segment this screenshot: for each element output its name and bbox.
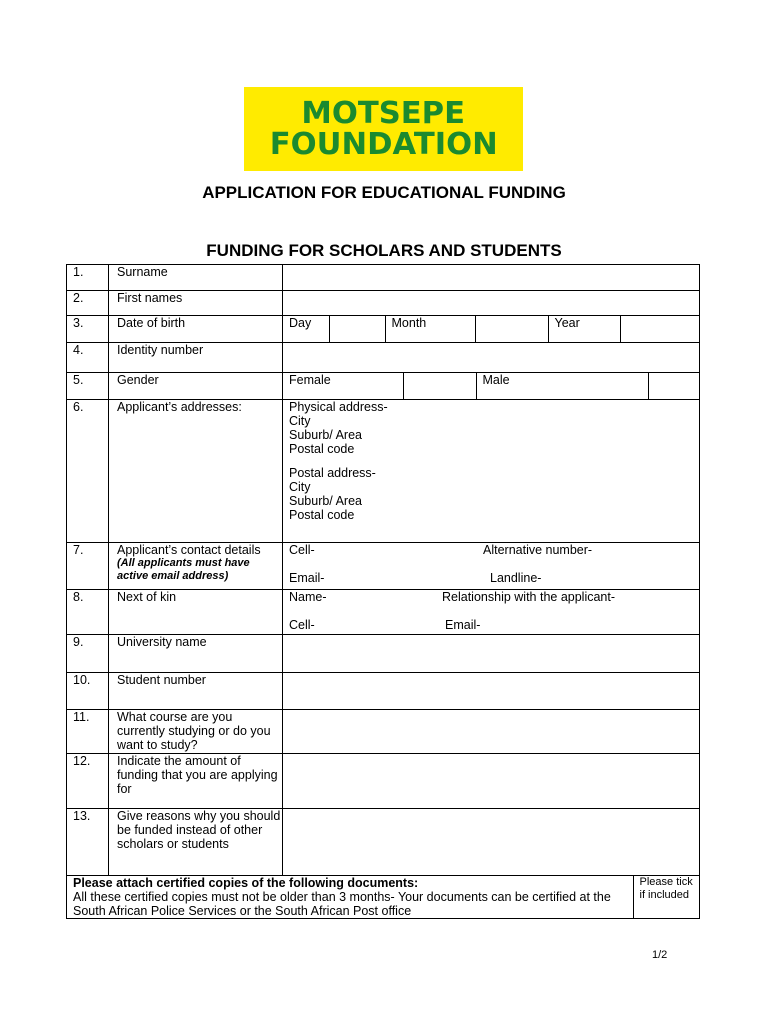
- reasons-input-cell[interactable]: [283, 809, 700, 876]
- field-label: [109, 543, 283, 590]
- day-label: Day: [289, 316, 312, 330]
- email-note: [117, 557, 282, 583]
- row-number: 8.: [67, 590, 109, 635]
- city-label: City: [289, 414, 311, 428]
- application-form-table: [66, 264, 700, 919]
- student-number-input-cell[interactable]: [283, 673, 700, 710]
- field-label: Identity number: [109, 343, 283, 373]
- surname-input-cell[interactable]: [283, 265, 700, 291]
- field-label: Date of birth: [109, 316, 283, 343]
- email-label: Email-: [445, 618, 481, 632]
- page-subtitle: FUNDING FOR SCHOLARS AND STUDENTS: [206, 241, 562, 260]
- suburb-label: Suburb/ Area: [289, 428, 362, 442]
- row-contact-details: [67, 543, 700, 590]
- month-input[interactable]: [475, 316, 548, 342]
- row-funding-amount: [67, 754, 700, 809]
- field-label: Gender: [109, 373, 283, 400]
- attach-text: [67, 876, 633, 918]
- page-number: 1/2: [652, 949, 668, 961]
- postal-code-label: Postal code: [289, 508, 355, 522]
- postal-code-label: Postal code: [289, 442, 355, 456]
- field-label: First names: [109, 291, 283, 316]
- date-of-birth-cell: [283, 316, 700, 343]
- row-student-number: [67, 673, 700, 710]
- year-input[interactable]: [620, 316, 699, 342]
- tick-label: Please tick if included: [633, 876, 699, 918]
- university-name-input-cell[interactable]: [283, 635, 700, 673]
- row-number: 3.: [67, 316, 109, 343]
- row-number: 13.: [67, 809, 109, 876]
- row-next-of-kin: [67, 590, 700, 635]
- male-label: Male: [476, 373, 648, 399]
- field-label: Give reasons why you should be funded instead of other scholars or students: [109, 809, 283, 876]
- motsepe-foundation-logo: [244, 87, 523, 171]
- row-university-name: [67, 635, 700, 673]
- row-attach-documents: [67, 876, 700, 919]
- next-of-kin-cell[interactable]: [283, 590, 700, 635]
- addresses-cell[interactable]: [283, 400, 700, 543]
- row-course: [67, 710, 700, 754]
- gender-cell: [283, 373, 700, 400]
- field-label: Surname: [109, 265, 283, 291]
- field-label: Next of kin: [109, 590, 283, 635]
- row-gender: [67, 373, 700, 400]
- alternative-number-label: Alternative number-: [483, 543, 593, 557]
- note-open-paren: (: [117, 557, 121, 569]
- row-number: 11.: [67, 710, 109, 754]
- name-label: Name-: [289, 590, 327, 604]
- city-label: City: [289, 480, 311, 494]
- relationship-label: Relationship with the applicant-: [442, 590, 616, 604]
- logo-line1: MOTSEPE: [301, 96, 466, 131]
- postal-address-label: Postal address-: [289, 466, 376, 480]
- row-number: 7.: [67, 543, 109, 590]
- row-first-names: [67, 291, 700, 316]
- row-reasons: [67, 809, 700, 876]
- row-number: 2.: [67, 291, 109, 316]
- row-addresses: [67, 400, 700, 543]
- contact-details-cell[interactable]: [283, 543, 700, 590]
- row-number: 9.: [67, 635, 109, 673]
- first-names-input-cell[interactable]: [283, 291, 700, 316]
- field-label: University name: [109, 635, 283, 673]
- field-label: What course are you currently studying or do you want to study?: [109, 710, 283, 754]
- email-label: Email-: [289, 571, 325, 585]
- field-label: Student number: [109, 673, 283, 710]
- cell-label: Cell-: [289, 543, 315, 557]
- logo-line2: FOUNDATION: [269, 127, 498, 162]
- note-text: All applicants must have active email address): [117, 557, 250, 582]
- landline-label: Landline-: [490, 571, 542, 585]
- physical-address-label: Physical address-: [289, 400, 388, 414]
- row-number: 12.: [67, 754, 109, 809]
- row-number: 5.: [67, 373, 109, 400]
- row-number: 1.: [67, 265, 109, 291]
- male-tick-box[interactable]: [648, 373, 699, 399]
- female-tick-box[interactable]: [403, 373, 476, 399]
- funding-amount-input-cell[interactable]: [283, 754, 700, 809]
- month-label: Month: [385, 316, 475, 342]
- row-number: 10.: [67, 673, 109, 710]
- row-date-of-birth: [67, 316, 700, 343]
- identity-number-input-cell[interactable]: [283, 343, 700, 373]
- attach-body: All these certified copies must not be older than 3 months- Your documents can be certified at the South African Police Services or the South African Post office: [73, 890, 611, 918]
- row-number: 4.: [67, 343, 109, 373]
- suburb-label: Suburb/ Area: [289, 494, 362, 508]
- day-input[interactable]: [329, 316, 385, 342]
- row-number: 6.: [67, 400, 109, 543]
- attach-heading: Please attach certified copies of the following documents:: [73, 876, 419, 890]
- female-label: Female: [289, 373, 331, 387]
- year-label: Year: [548, 316, 620, 342]
- contact-label: Applicant’s contact details: [117, 543, 261, 557]
- cell-label: Cell-: [289, 618, 315, 632]
- field-label: Applicant’s addresses:: [109, 400, 283, 543]
- page-title: APPLICATION FOR EDUCATIONAL FUNDING: [202, 183, 566, 202]
- row-identity-number: [67, 343, 700, 373]
- attach-documents-cell: [67, 876, 700, 919]
- field-label: Indicate the amount of funding that you are applying for: [109, 754, 283, 809]
- row-surname: [67, 265, 700, 291]
- course-input-cell[interactable]: [283, 710, 700, 754]
